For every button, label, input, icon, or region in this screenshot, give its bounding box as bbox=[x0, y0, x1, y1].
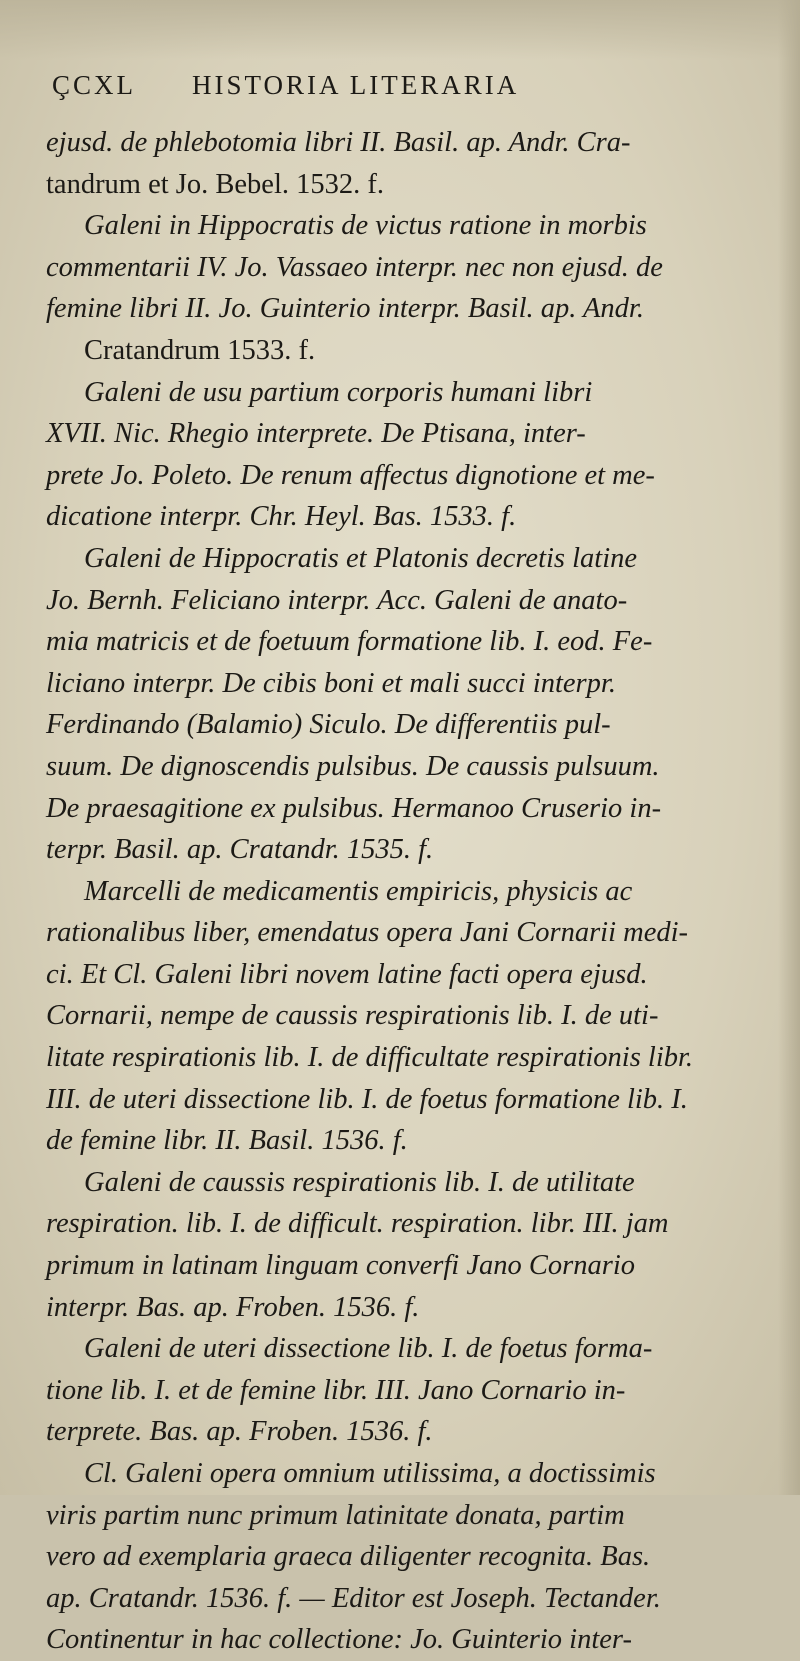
entry-start-line: Galeni in Hippocratis de victus ratione in morbis bbox=[84, 210, 647, 242]
text-line: ap. Cratandr. 1536. f. — Editor est Joseph. Tectander. bbox=[46, 1582, 661, 1614]
bleed-through-band bbox=[0, 0, 800, 60]
text-line: tandrum et Jo. Bebel. 1532. f. bbox=[46, 168, 384, 200]
text-line: rationalibus liber, emendatus opera Jani Cornarii medi- bbox=[46, 917, 689, 949]
text-line: mia matricis et de foetuum formatione lib. I. eod. Fe- bbox=[46, 626, 653, 658]
text-line: prete Jo. Poleto. De renum affectus dignotione et me- bbox=[46, 459, 655, 491]
text-line: commentarii IV. Jo. Vassaeo interpr. nec non ejusd. de bbox=[46, 251, 663, 283]
text-line: respiration. lib. I. de difficult. respiration. libr. III. jam bbox=[46, 1208, 669, 1240]
text-line: terprete. Bas. ap. Froben. 1536. f. bbox=[46, 1416, 433, 1448]
text-line: Jo. Bernh. Feliciano interpr. Acc. Galeni de anato- bbox=[46, 584, 628, 616]
entry-start-line: Cl. Galeni opera omnium utilissima, a doctissimis bbox=[84, 1458, 656, 1489]
text-line: liciano interpr. De cibis boni et mali succi interpr. bbox=[46, 667, 616, 699]
text-line: Cratandrum 1533. f. bbox=[84, 334, 316, 366]
text-line: de femine libr. II. Basil. 1536. f. bbox=[46, 1125, 408, 1157]
body-text bbox=[40, 122, 780, 1661]
text-line: Cornarii, nempe de caussis respirationis lib. I. de uti- bbox=[46, 1000, 659, 1032]
text-line: tione lib. I. et de femine libr. III. Jano Cornario in- bbox=[46, 1374, 626, 1406]
entry-start-line: Marcelli de medicamentis empiricis, physicis ac bbox=[84, 875, 633, 907]
text-line: XVII. Nic. Rhegio interprete. De Ptisana, inter- bbox=[46, 418, 586, 450]
text-line: viris partim nunc primum latinitate donata, partim bbox=[46, 1499, 625, 1531]
text-line: De praesagitione ex pulsibus. Hermanoo Cruserio in- bbox=[46, 792, 662, 824]
page-header bbox=[52, 70, 760, 110]
text-line: primum in latinam linguam converfi Jano Cornario bbox=[46, 1250, 635, 1282]
running-head: HISTORIA LITERARIA bbox=[192, 70, 520, 100]
text-line: dicatione interpr. Chr. Heyl. Bas. 1533. f. bbox=[46, 501, 517, 533]
text-line: Ferdinando (Balamio) Siculo. De differentiis pul- bbox=[46, 709, 611, 741]
page-number: ÇCXL bbox=[52, 70, 137, 100]
text-line: vero ad exemplaria graeca diligenter recognita. Bas. bbox=[46, 1541, 651, 1573]
text-line: Continentur in hac collectione: Jo. Guinterio inter- bbox=[46, 1624, 632, 1656]
text-line: interpr. Bas. ap. Froben. 1536. f. bbox=[46, 1291, 420, 1323]
entry-start-line: Galeni de uteri dissectione lib. I. de foetus forma- bbox=[84, 1333, 653, 1365]
text-line: ci. Et Cl. Galeni libri novem latine facti opera ejusd. bbox=[46, 958, 648, 990]
entry-start-line: Galeni de Hippocratis et Platonis decretis latine bbox=[84, 542, 638, 574]
entry-start-line: Galeni de caussis respirationis lib. I. de utilitate bbox=[84, 1166, 635, 1198]
text-line: terpr. Basil. ap. Cratandr. 1535. f. bbox=[46, 834, 434, 866]
text-line: III. de uteri dissectione lib. I. de foetus formatione lib. I. bbox=[46, 1083, 688, 1115]
text-line: litate respirationis lib. I. de difficultate respirationis libr. bbox=[46, 1042, 694, 1074]
text-line: femine libri II. Jo. Guinterio interpr. Basil. ap. Andr. bbox=[46, 293, 644, 325]
entry-start-line: Galeni de usu partium corporis humani libri bbox=[84, 376, 593, 408]
text-line: ejusd. de phlebotomia libri II. Basil. ap. Andr. Cra- bbox=[46, 127, 631, 158]
text-line: suum. De dignoscendis pulsibus. De caussis pulsuum. bbox=[46, 750, 660, 782]
page-edge-shadow bbox=[778, 0, 800, 1495]
